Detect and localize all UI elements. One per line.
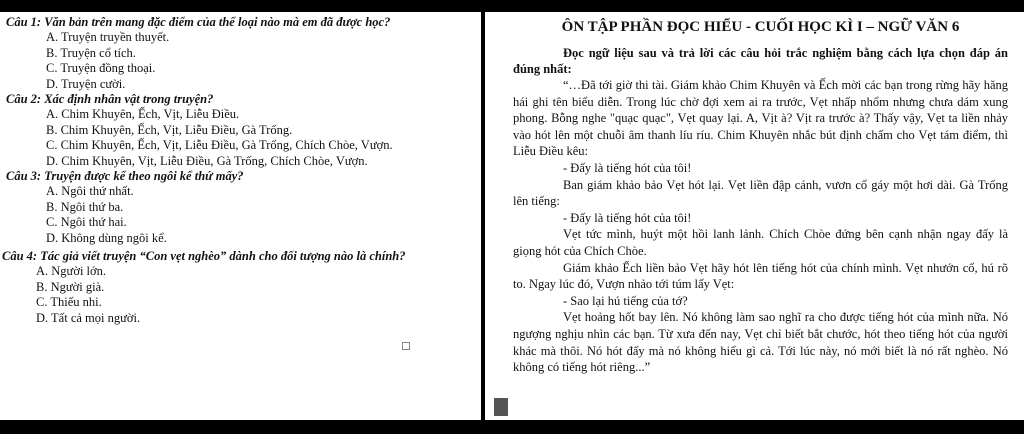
instructions: Đọc ngữ liệu sau và trả lời các câu hỏi trắc nghiệm bằng cách lựa chọn đáp án đúng nhất: (513, 46, 1008, 76)
question-2: Câu 2: Xác định nhân vật trong truyện? (6, 92, 214, 106)
option-4c: C. Thiếu nhi. (36, 295, 102, 309)
dialogue-line-3: - Sao lại hú tiếng của tớ? (563, 293, 688, 308)
option-3d: D. Không dùng ngôi kể. (46, 230, 167, 245)
document-title: ÔN TẬP PHẦN ĐỌC HIỂU - CUỐI HỌC KÌ I – NGỮ VĂN 6 (561, 19, 960, 35)
question-1: Câu 1: Văn bản trên mang đặc điểm của thể loại nào mà em đã được học? (6, 15, 391, 29)
option-2b: B. Chim Khuyên, Ếch, Vịt, Liễu Điều, Gà Trống. (46, 122, 293, 137)
dialogue-line-1: - Đấy là tiếng hót của tôi! (563, 160, 692, 175)
reading-panel (485, 12, 1024, 420)
reading-content (485, 12, 1024, 376)
option-1b: B. Truyện cổ tích. (46, 45, 136, 60)
passage-paragraph-3: Vẹt tức mình, huýt một hồi lanh lảnh. Chích Chòe đứng bên cạnh nhận ngay đấy là giọng hót của Chích Chòe. (513, 227, 1008, 258)
passage-paragraph-4: Giám khảo Ếch liền bảo Vẹt hãy hót lên tiếng hót của chính mình. Vẹt nhướn cổ, hú rõ to. Ngay lúc đó, Vượn nhảo tới túm lấy Vẹt: (513, 260, 1008, 292)
option-2d: D. Chim Khuyên, Vịt, Liễu Điều, Gà Trống, Chích Chòe, Vượn. (46, 153, 368, 168)
option-3a: A. Ngôi thứ nhất. (46, 184, 134, 198)
dialogue-line-2: - Đấy là tiếng hót của tôi! (563, 210, 692, 225)
anchor-icon (402, 342, 410, 350)
passage-paragraph-1: “…Đã tới giờ thi tài. Giám khảo Chim Khuyên và Ếch mời các bạn trong rừng hãy hăng hái ghi tên biểu diễn. Trong lúc chờ đợi xem ai ra trước, Vẹt nhấp nhổm nhưng chưa dám xung phong. Bỗng nghe "quạc quạc", Vẹt quay lại. A, Vịt à? Vịt ra trước à? Thấy vậy, Vẹt ta liền nhảy vào hót lên một chuỗi âm thanh líu ríu. Chim Khuyên nhắc bút định chấm cho Vẹt tám điểm, thì Liễu Điều kêu: (513, 78, 1008, 159)
questions-panel (0, 12, 481, 420)
option-2c: C. Chim Khuyên, Ếch, Vịt, Liễu Điều, Gà Trống, Chích Chòe, Vượn. (46, 138, 393, 152)
option-4a: A. Người lớn. (36, 264, 106, 278)
question-4: Câu 4: Tác giả viết truyện “Con vẹt nghèo” dành cho đối tượng nào là chính? (2, 249, 406, 263)
option-1d: D. Truyện cười. (46, 76, 126, 91)
option-4d: D. Tất cả mọi người. (36, 310, 141, 325)
scroll-handle[interactable] (494, 398, 508, 416)
option-1c: C. Truyện đồng thoại. (46, 61, 156, 75)
option-2a: A. Chim Khuyên, Ếch, Vịt, Liễu Điều. (46, 107, 240, 121)
question-3: Câu 3: Truyện được kể theo ngôi kể thứ mấy? (6, 169, 244, 183)
option-3b: B. Ngôi thứ ba. (46, 199, 124, 214)
passage-paragraph-5: Vẹt hoảng hốt bay lên. Nó không làm sao nghĩ ra cho được tiếng hót của mình nữa. Nó ngượng nghịu nhìn các bạn. Từ xưa đến nay, Vẹt chỉ biết bắt chước, hót theo tiếng hót của người khác mà thôi. Nó hót đấy mà nó không hiểu gì cả. Tới lúc này, nó mới biết là nó rất nghèo. Nó không có tiếng hót riêng...” (513, 310, 1008, 375)
question-block-3 (0, 169, 481, 246)
option-3c: C. Ngôi thứ hai. (46, 215, 127, 229)
option-1a: A. Truyện truyền thuyết. (46, 30, 170, 44)
question-block-1 (0, 15, 481, 92)
question-block-2 (0, 92, 481, 169)
passage-paragraph-2: Ban giám khảo bảo Vẹt hót lại. Vẹt liền đập cánh, vươn cổ gáy một hơi dài. Gà Trống lên tiếng: (513, 177, 1008, 209)
question-block-4 (0, 249, 481, 326)
option-4b: B. Người già. (36, 279, 105, 294)
